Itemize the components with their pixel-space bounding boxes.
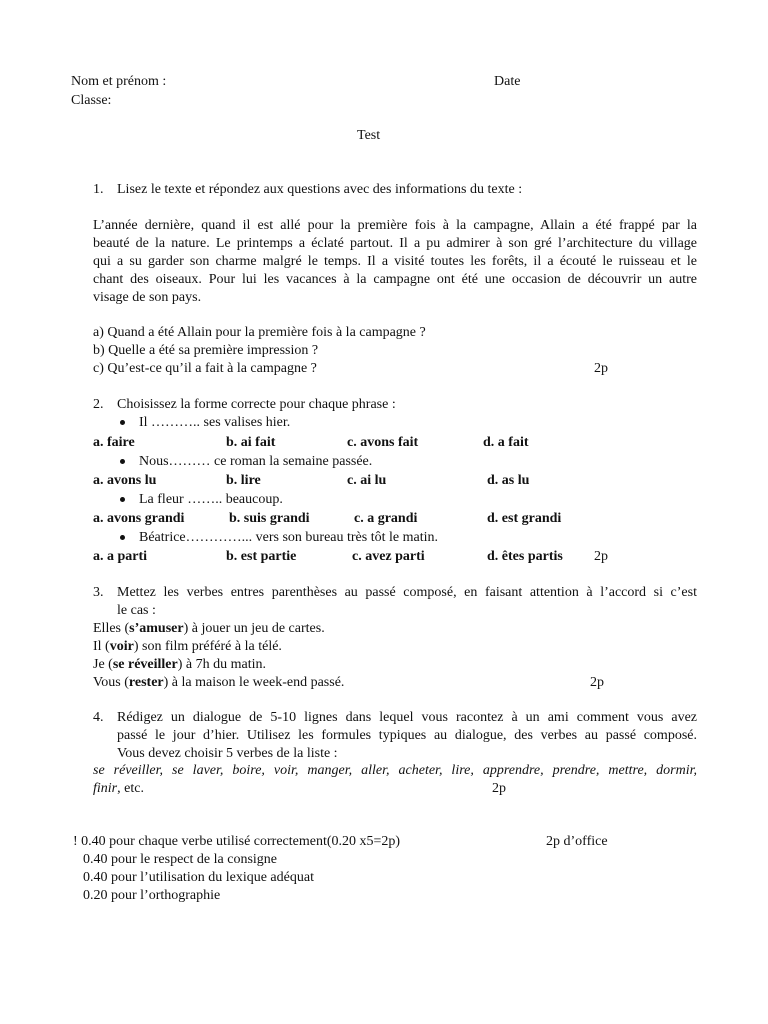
q4-instruction-line: passé le jour d’hier. Utilisez les formules typiques au dialogue, des verbes au passé composé.	[117, 728, 697, 743]
q3-verb: voir	[109, 639, 134, 654]
passage-line: visage de son pays.	[93, 290, 202, 305]
grading-line-4: 0.20 pour l’orthographie	[83, 888, 221, 903]
q1-points: 2p	[594, 361, 608, 376]
q2-option: a. a parti	[93, 549, 148, 564]
q4-verb-list: se réveiller, se laver, boire, voir, manger, aller, acheter, lire, apprendre, prendre, mettre, dormir,	[93, 763, 697, 778]
q4-number: 4.	[93, 710, 104, 725]
passage-line: chant des oiseaux. Pour lui les vacances à la campagne ont été une occasion de découvrir un autre	[93, 272, 697, 287]
q3-instruction-line2: le cas :	[117, 603, 156, 618]
q2-instruction: Choisissez la forme correcte pour chaque phrase :	[117, 397, 396, 412]
grading-line-1: ! 0.40 pour chaque verbe utilisé correctement(0.20 x5=2p)	[73, 834, 401, 849]
q3-line-4: Vous (rester) à la maison le week-end passé.	[93, 675, 345, 690]
q3-line-2: Il (voir) son film préféré à la télé.	[93, 639, 282, 654]
passage-line: beauté de la nature. Le printemps a éclaté partout. Il a pu admirer à son gré l’architecture du village	[93, 236, 697, 251]
q3-line-1: Elles (s’amuser) à jouer un jeu de cartes.	[93, 621, 325, 636]
q2-option: a. faire	[93, 435, 135, 450]
q3-instruction-line1: Mettez les verbes entres parenthèses au passé composé, en faisant attention à l’accord si c’est	[117, 585, 697, 600]
q1-question-b: b) Quelle a été sa première impression ?	[93, 343, 319, 358]
q2-option: d. a fait	[483, 435, 529, 450]
q2-sentence-2: Nous……… ce roman la semaine passée.	[139, 454, 373, 469]
q2-option: a. avons grandi	[93, 511, 185, 526]
q4-verb-list-end: finir, etc.	[93, 781, 144, 796]
q3-number: 3.	[93, 585, 104, 600]
date-label: Date	[494, 74, 521, 89]
name-label: Nom et prénom :	[71, 74, 167, 89]
q2-option: a. avons lu	[93, 473, 157, 488]
q3-verb: s’amuser	[129, 621, 184, 636]
q2-option: d. est grandi	[487, 511, 562, 526]
bullet-icon	[120, 497, 125, 502]
bullet-icon	[120, 535, 125, 540]
q2-option: b. lire	[226, 473, 261, 488]
q4-points: 2p	[492, 781, 506, 796]
q2-sentence-1: Il ……….. ses valises hier.	[139, 415, 291, 430]
bullet-icon	[120, 420, 125, 425]
class-label: Classe:	[71, 93, 112, 108]
q4-instruction-line: Rédigez un dialogue de 5-10 lignes dans lequel vous racontez à un ami comment vous avez	[117, 710, 697, 725]
passage-line: L’année dernière, quand il est allé pour la première fois à la campagne, Allain a été frappé par la	[93, 218, 697, 233]
q3-line-3: Je (se réveiller) à 7h du matin.	[93, 657, 266, 672]
bullet-icon	[120, 459, 125, 464]
passage-line: qui a su garder son charme malgré le temps. Il a visité toutes les forêts, il a écouté le ruisseau et le	[93, 254, 697, 269]
q1-question-a: a) Quand a été Allain pour la première fois à la campagne ?	[93, 325, 426, 340]
q4-instruction-line: Vous devez choisir 5 verbes de la liste :	[117, 746, 338, 761]
q3-points: 2p	[590, 675, 604, 690]
q1-instruction: Lisez le texte et répondez aux questions avec des informations du texte :	[117, 182, 523, 197]
q2-sentence-4: Béatrice…………... vers son bureau très tôt le matin.	[139, 530, 438, 545]
q2-sentence-3: La fleur …….. beaucoup.	[139, 492, 283, 507]
q2-option: b. est partie	[226, 549, 297, 564]
grading-line-3: 0.40 pour l’utilisation du lexique adéquat	[83, 870, 314, 885]
q2-option: b. ai fait	[226, 435, 276, 450]
q3-verb: rester	[128, 675, 164, 690]
q2-option: c. ai lu	[347, 473, 387, 488]
q2-option: c. avons fait	[347, 435, 419, 450]
q3-verb: se réveiller	[112, 657, 178, 672]
q1-question-c: c) Qu’est-ce qu’il a fait à la campagne ?	[93, 361, 317, 376]
grading-office: 2p d’office	[546, 834, 608, 849]
q2-number: 2.	[93, 397, 104, 412]
q2-points: 2p	[594, 549, 608, 564]
q2-option: c. a grandi	[354, 511, 418, 526]
q2-option: b. suis grandi	[229, 511, 310, 526]
page-title: Test	[357, 128, 381, 143]
q2-option: d. êtes partis	[487, 549, 563, 564]
q1-number: 1.	[93, 182, 104, 197]
q2-option: d. as lu	[487, 473, 530, 488]
grading-line-2: 0.40 pour le respect de la consigne	[83, 852, 277, 867]
q2-option: c. avez parti	[352, 549, 425, 564]
